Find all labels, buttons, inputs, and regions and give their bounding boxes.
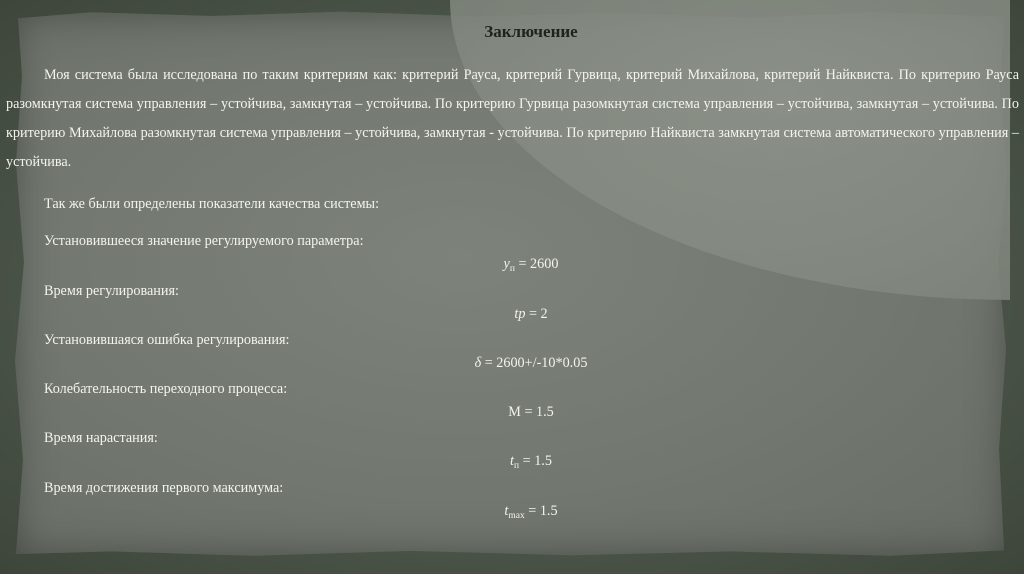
formula-symbol: M	[508, 404, 521, 420]
formula-oscillation	[0, 404, 1024, 421]
formula-first-max-time	[0, 503, 1024, 521]
formula-symbol: δ	[474, 355, 482, 371]
slide-title: Заключение	[484, 22, 578, 41]
formula-steady-value	[0, 256, 1024, 274]
formula-rise-time	[0, 453, 1024, 471]
formula-value: = 1.5	[522, 453, 552, 469]
formula-symbol: tp	[514, 306, 526, 322]
formula-subscript: п	[514, 461, 520, 471]
item-label-rise-time: Время нарастания:	[44, 430, 158, 446]
item-label-steady-value: Установившееся значение регулируемого параметра:	[44, 233, 364, 249]
formula-regulation-time	[0, 306, 1024, 323]
formula-value: = 2	[528, 306, 548, 322]
conclusion-paragraph: Моя система была исследована по таким критериям как: критерий Рауса, критерий Гурвица, критерий Михайлова, критерий Найквиста. По критерию Рауса разомкнутая система управления – устойчива, замкнутая – устойчива. По критерию Гурвица разомкнутая система управления – устойчива, замкнутая – устойчива. По критерию Михайлова разомкнутая система управления – устойчива, замкнутая - устойчива. По критерию Найквиста замкнутая система автоматического управления – устойчива.	[6, 67, 1019, 170]
formula-value: = 1.5	[524, 404, 554, 420]
quality-intro: Так же были определены показатели качества системы:	[44, 196, 380, 212]
formula-value: = 2600+/-10*0.05	[484, 355, 588, 371]
item-label-first-max-time: Время достижения первого максимума:	[44, 480, 284, 496]
formula-value: = 2600	[518, 256, 559, 272]
formula-subscript: п	[509, 264, 515, 274]
formula-symbol: y	[503, 256, 510, 272]
formula-symbol: t	[504, 503, 509, 519]
formula-subscript: max	[508, 511, 525, 521]
item-label-steady-error: Установившаяся ошибка регулирования:	[44, 332, 290, 348]
item-label-oscillation: Колебательность переходного процесса:	[44, 381, 288, 397]
formula-symbol: t	[510, 453, 514, 469]
formula-value: = 1.5	[528, 503, 558, 519]
formula-steady-error	[0, 355, 1024, 372]
item-label-regulation-time: Время регулирования:	[44, 283, 179, 299]
